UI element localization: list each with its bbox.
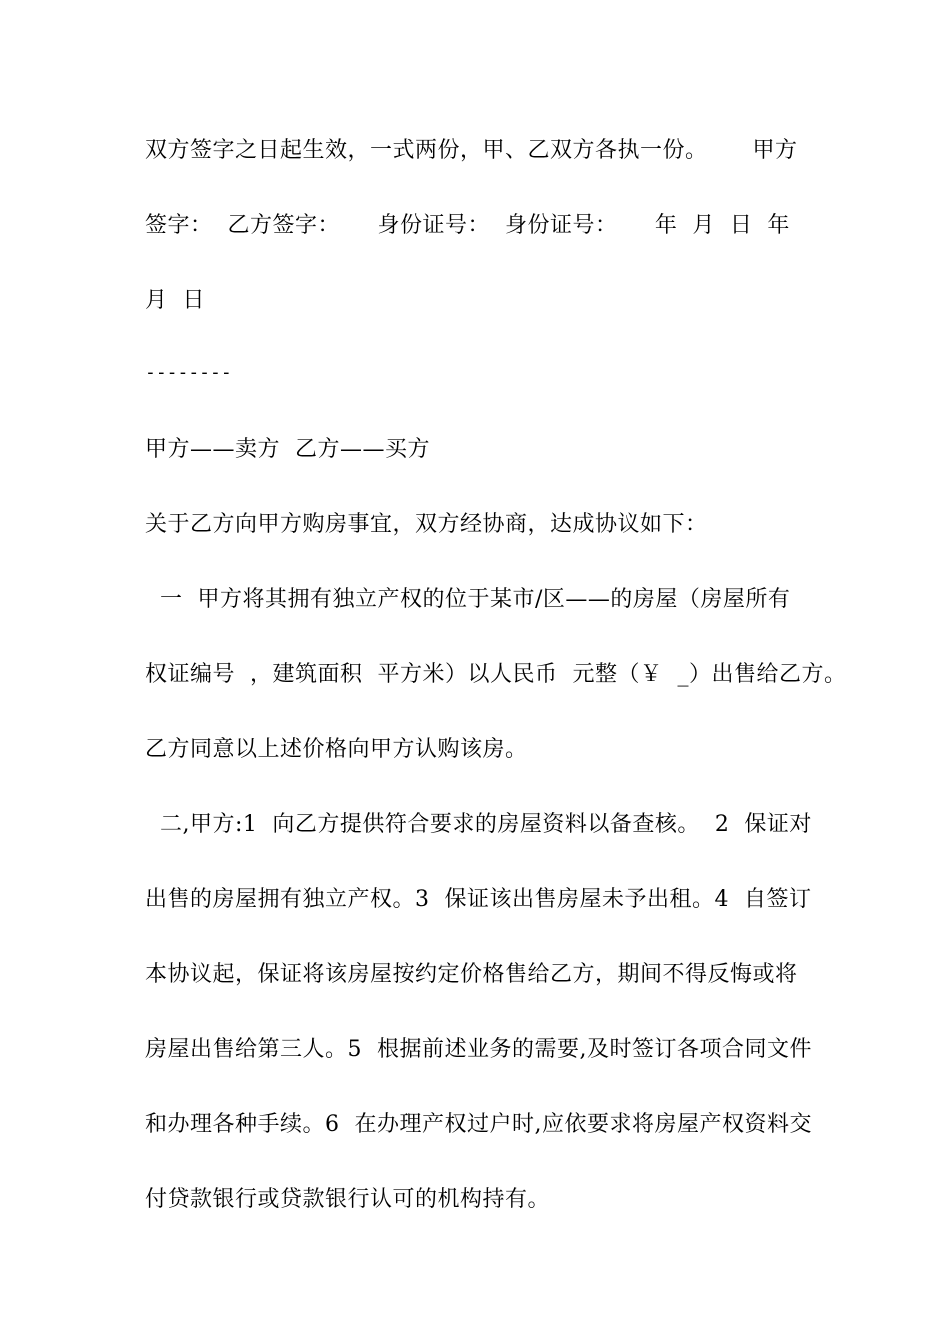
text-line: 出售的房屋拥有独立产权。3 保证该出售房屋未予出租。4 自签订 [145, 887, 812, 912]
text-line: 乙方同意以上述价格向甲方认购该房。 [145, 737, 528, 762]
text-line: 双方签字之日起生效，一式两份，甲、乙双方各执一份。 甲方 [145, 138, 798, 163]
text-line: 权证编号 ，建筑面积 平方米）以人民币 元整（￥ _）出售给乙方。 [145, 662, 847, 687]
text-line: 付贷款银行或贷款银行认可的机构持有。 [145, 1187, 551, 1212]
parties-line: 甲方——卖方 乙方——买方 [145, 437, 430, 462]
text-line: 月 日 [145, 288, 205, 313]
text-line: 关于乙方向甲方购房事宜，双方经协商，达成协议如下： [145, 512, 708, 537]
text-line: 和办理各种手续。6 在办理产权过户时,应依要求将房屋产权资料交 [145, 1112, 812, 1137]
text-line: 签字： 乙方签字： 身份证号： 身份证号： 年 月 日 年 [145, 213, 790, 238]
separator-line: -------- [145, 362, 232, 383]
text-line: 房屋出售给第三人。5 根据前述业务的需要,及时签订各项合同文件 [145, 1037, 812, 1062]
clause-2-line: 二,甲方:1 向乙方提供符合要求的房屋资料以备查核。 2 保证对 [145, 812, 812, 837]
text-line: 本协议起，保证将该房屋按约定价格售给乙方，期间不得反悔或将 [145, 962, 798, 987]
clause-1-line: 一 甲方将其拥有独立产权的位于某市/区——的房屋（房屋所有 [145, 587, 791, 612]
